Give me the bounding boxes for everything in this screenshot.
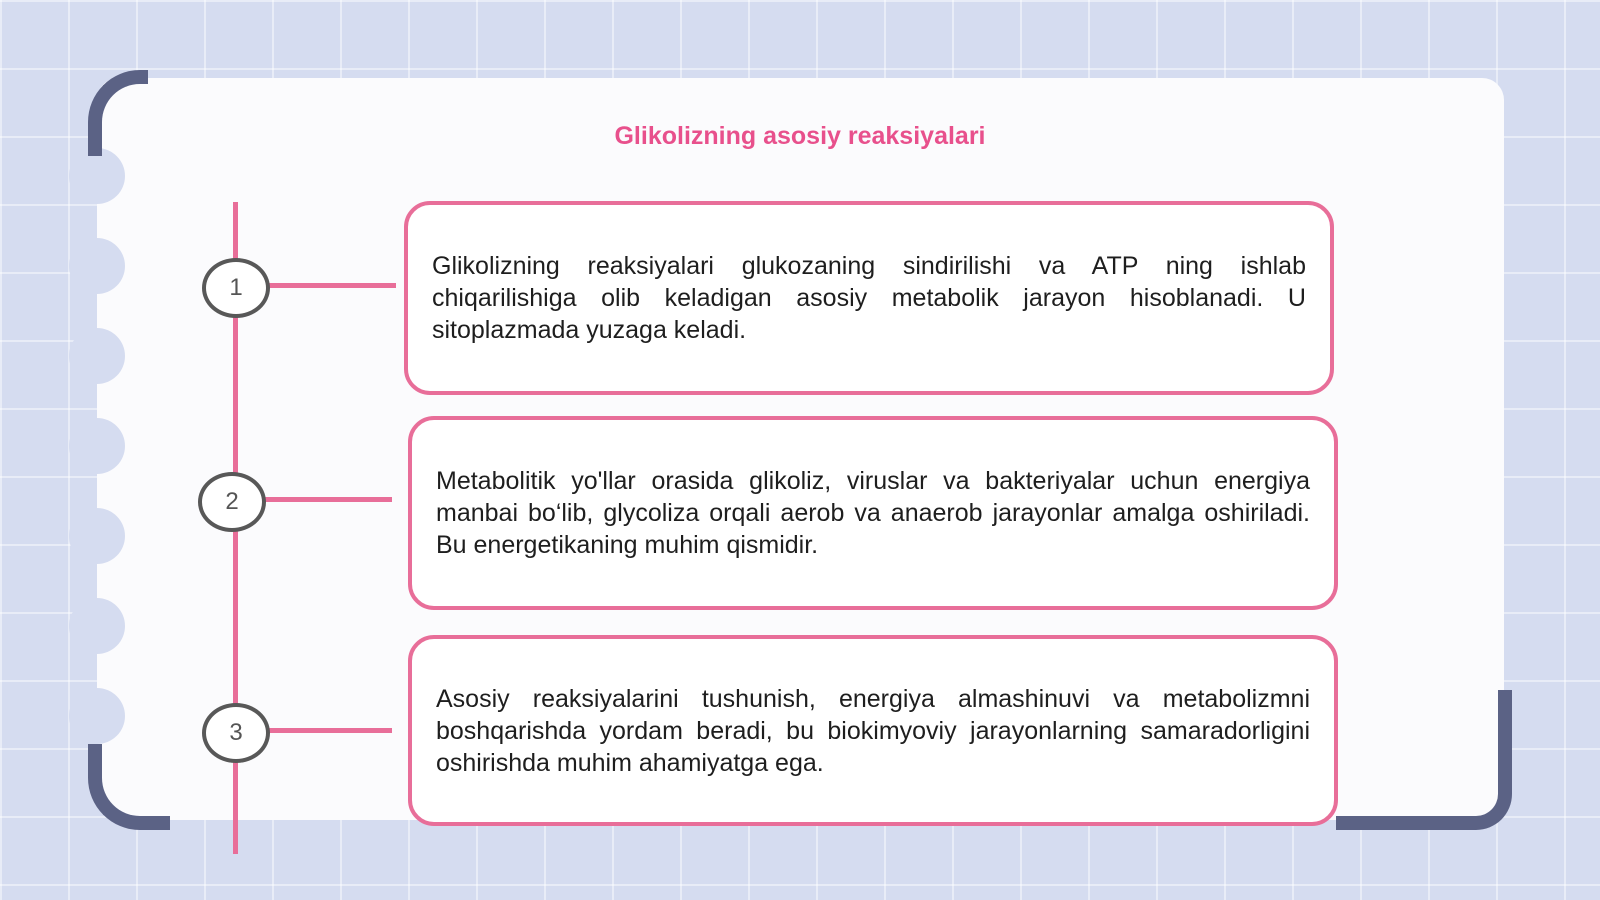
timeline-card-3 <box>408 635 1338 826</box>
timeline-connector-3 <box>265 728 392 733</box>
frame-corner-bottom-left <box>88 744 170 830</box>
timeline-connector-1 <box>263 283 396 288</box>
timeline-node-2: 2 <box>198 472 266 532</box>
paper-scallop <box>69 148 125 204</box>
paper-scallop <box>69 238 125 294</box>
timeline-card-2 <box>408 416 1338 610</box>
timeline-card-3-text: Asosiy reaksiyalarini tushunish, energiya almashinuvi va metabolizmni boshqarishda yordam beradi, bu biokimyoviy jarayonlarning samaradorligini oshirishda muhim ahamiyatga ega. <box>436 684 1310 777</box>
paper-scallop <box>69 418 125 474</box>
timeline-connector-2 <box>260 497 392 502</box>
timeline-node-1: 1 <box>202 258 270 318</box>
paper-scallop <box>69 688 125 744</box>
timeline-node-3: 3 <box>202 703 270 763</box>
frame-corner-bottom-right <box>1336 690 1512 830</box>
paper-scallop <box>69 328 125 384</box>
timeline-card-1-text: Glikolizning reaksiyalari glukozaning sindirilishi va ATP ning ishlab chiqarilishiga olib keladigan asosiy metabolik jarayon hisoblanadi. U sitoplazmada yuzaga keladi. <box>432 252 1306 344</box>
paper-scallop <box>69 508 125 564</box>
paper-scallop <box>69 598 125 654</box>
timeline-card-1 <box>404 201 1334 395</box>
timeline-card-2-text: Metabolitik yo'llar orasida glikoliz, viruslar va bakteriyalar uchun energiya manbai bo‘lib, glycoliza orqali aerob va anaerob jarayonlar amalga oshiriladi. Bu energetikaning muhim qismidir. <box>436 467 1310 559</box>
slide-title: Glikolizning asosiy reaksiyalari <box>614 122 986 150</box>
